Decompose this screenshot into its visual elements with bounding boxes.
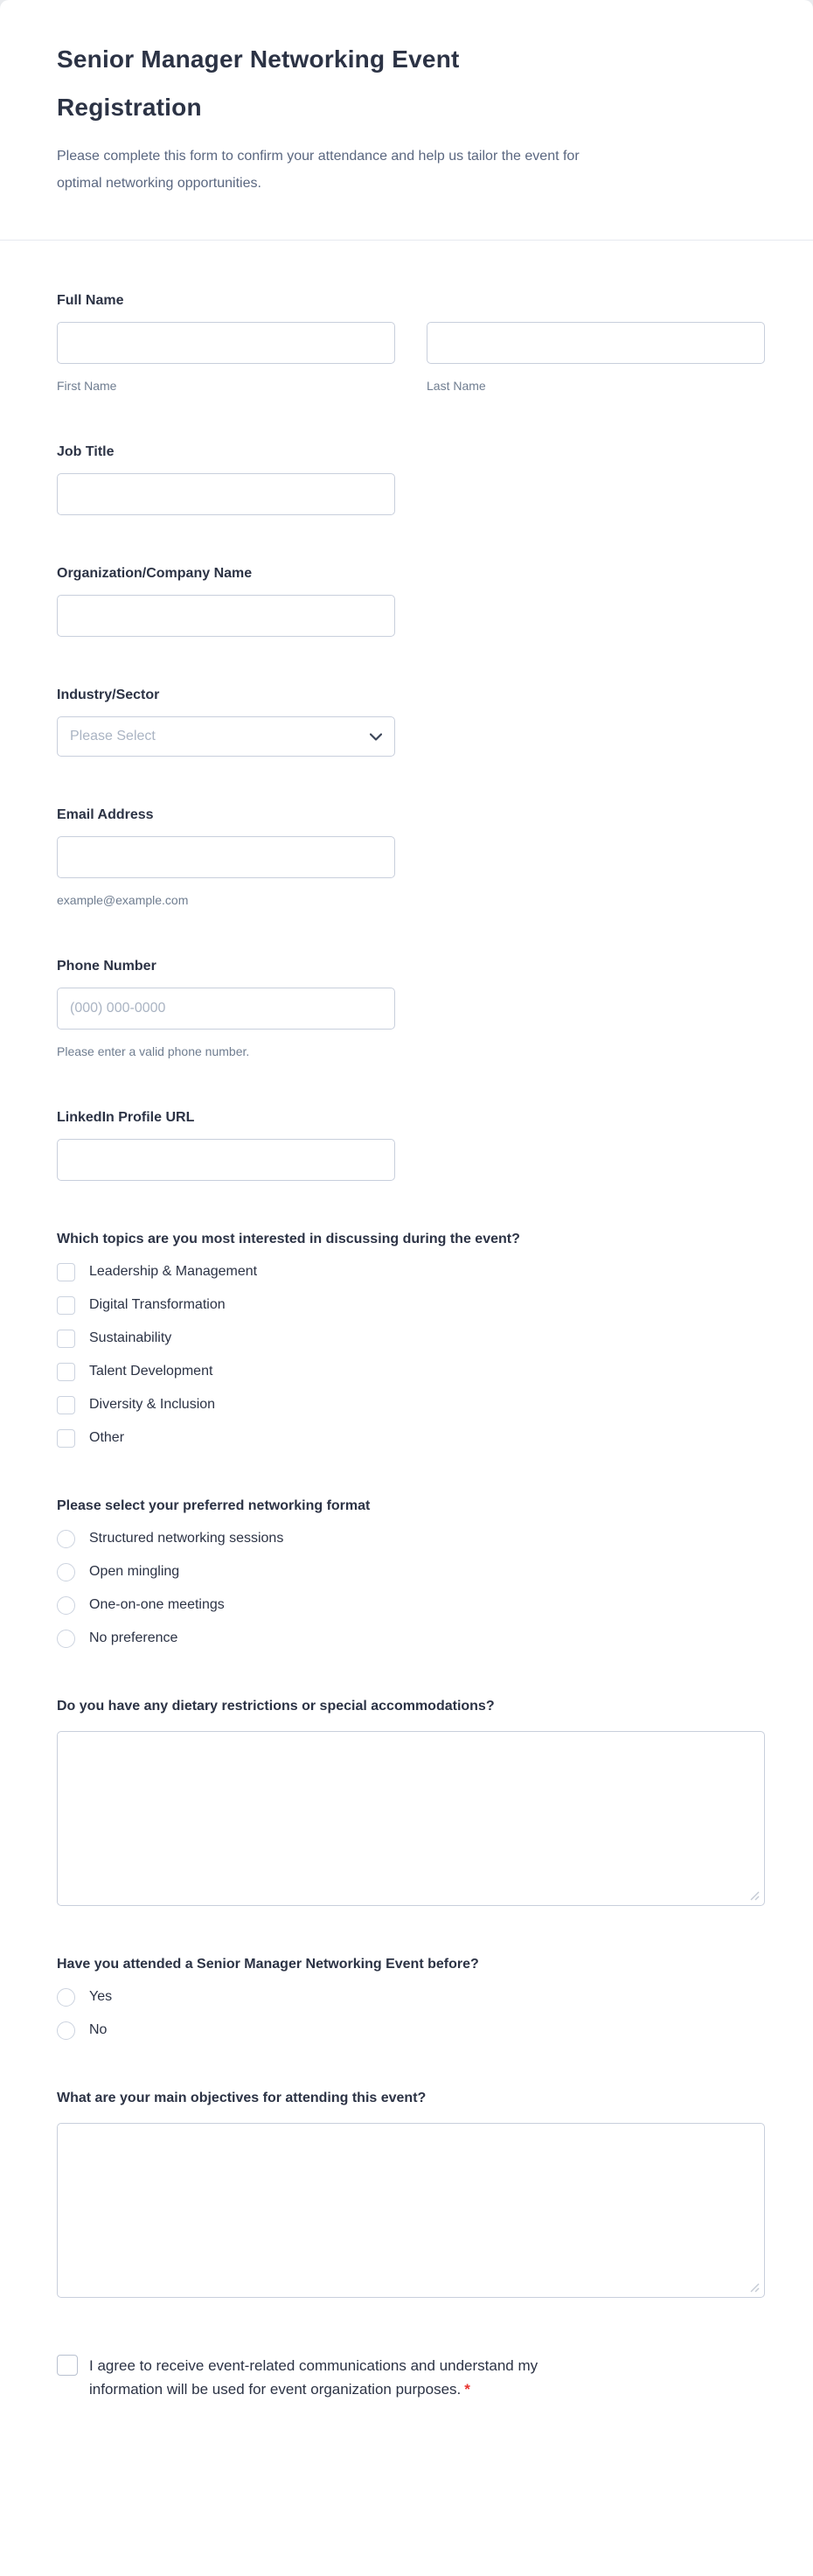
email-hint: example@example.com xyxy=(57,893,189,907)
topics-label: Which topics are you most interested in discussing during the event? xyxy=(57,1232,520,1246)
option-structured-sessions xyxy=(57,1529,765,1548)
required-star: * xyxy=(464,2381,470,2398)
linkedin-label: LinkedIn Profile URL xyxy=(57,1110,195,1125)
page-subtitle-line2: optimal networking opportunities. xyxy=(57,176,261,191)
option-label: Other xyxy=(89,1430,125,1445)
terms-line2-text: information will be used for event organization purposes. xyxy=(89,2381,462,2398)
question-linkedin xyxy=(57,1106,765,1181)
email-label: Email Address xyxy=(57,807,154,822)
terms-line2 xyxy=(89,2377,538,2401)
radio-structured-sessions[interactable] xyxy=(57,1530,75,1548)
checkbox-digital-transformation[interactable] xyxy=(57,1296,75,1315)
email-input[interactable] xyxy=(57,836,395,878)
industry-select[interactable] xyxy=(57,716,395,757)
terms-line1: I agree to receive event-related communications and understand my xyxy=(89,2357,539,2374)
job-title-label: Job Title xyxy=(57,444,115,459)
linkedin-input[interactable] xyxy=(57,1139,395,1181)
full-name-row xyxy=(57,322,765,394)
option-label: Leadership & Management xyxy=(89,1264,258,1279)
networking-format-label: Please select your preferred networking format xyxy=(57,1498,371,1513)
option-label: No xyxy=(89,2022,108,2037)
question-networking-format xyxy=(57,1495,765,1648)
option-open-mingling xyxy=(57,1562,765,1581)
option-no-preference xyxy=(57,1629,765,1648)
radio-no[interactable] xyxy=(57,2021,75,2040)
bottom-whitespace xyxy=(57,2401,765,2576)
radio-yes[interactable] xyxy=(57,1988,75,2007)
option-no xyxy=(57,2021,765,2040)
objectives-textarea-wrap xyxy=(57,2123,765,2298)
first-name-sublabel: First Name xyxy=(57,379,117,393)
last-name-col xyxy=(427,322,765,394)
phone-hint: Please enter a valid phone number. xyxy=(57,1044,250,1058)
resize-handle-icon[interactable] xyxy=(750,2283,760,2293)
attended-before-options xyxy=(57,1987,765,2040)
option-label: Diversity & Inclusion xyxy=(89,1397,216,1412)
option-label: Digital Transformation xyxy=(89,1297,226,1312)
last-name-sublabel: Last Name xyxy=(427,379,486,393)
topics-options xyxy=(57,1262,765,1448)
option-label: No preference xyxy=(89,1630,178,1645)
checkbox-talent-development[interactable] xyxy=(57,1363,75,1381)
first-name-col xyxy=(57,322,395,394)
option-digital-transformation xyxy=(57,1295,765,1315)
job-title-input[interactable] xyxy=(57,473,395,515)
question-dietary xyxy=(57,1695,765,1906)
page-subtitle-line1: Please complete this form to confirm your attendance and help us tailor the event for xyxy=(57,149,580,164)
question-attended-before xyxy=(57,1953,765,2040)
question-industry xyxy=(57,684,765,757)
checkbox-diversity-inclusion[interactable] xyxy=(57,1396,75,1414)
question-email xyxy=(57,804,765,908)
organization-input[interactable] xyxy=(57,595,395,637)
question-organization xyxy=(57,562,765,637)
question-terms xyxy=(57,2354,765,2401)
radio-no-preference[interactable] xyxy=(57,1630,75,1648)
option-label: Talent Development xyxy=(89,1364,213,1379)
option-one-on-one xyxy=(57,1595,765,1615)
resize-handle-icon[interactable] xyxy=(750,1891,760,1901)
form-body xyxy=(0,290,813,2576)
page-title-line1: Senior Manager Networking Event xyxy=(57,45,460,73)
dietary-textarea-wrap xyxy=(57,1731,765,1906)
industry-label: Industry/Sector xyxy=(57,688,160,702)
checkbox-sustainability[interactable] xyxy=(57,1330,75,1348)
terms-text xyxy=(89,2354,538,2401)
objectives-label: What are your main objectives for attending this event? xyxy=(57,2091,427,2105)
page-title xyxy=(57,35,756,131)
form-header xyxy=(0,0,813,241)
option-label: Structured networking sessions xyxy=(89,1531,284,1546)
checkbox-leadership-management[interactable] xyxy=(57,1263,75,1281)
organization-label: Organization/Company Name xyxy=(57,566,253,581)
page-title-line2: Registration xyxy=(57,94,202,121)
option-label: Sustainability xyxy=(89,1330,172,1345)
question-objectives xyxy=(57,2087,765,2298)
objectives-textarea[interactable] xyxy=(57,2123,765,2298)
first-name-input[interactable] xyxy=(57,322,395,364)
option-leadership-management xyxy=(57,1262,765,1281)
option-label: Open mingling xyxy=(89,1564,180,1579)
option-other xyxy=(57,1428,765,1448)
phone-label: Phone Number xyxy=(57,959,156,974)
checkbox-other[interactable] xyxy=(57,1429,75,1448)
attended-before-label: Have you attended a Senior Manager Networking Event before? xyxy=(57,1957,479,1972)
option-diversity-inclusion xyxy=(57,1395,765,1414)
radio-open-mingling[interactable] xyxy=(57,1563,75,1581)
industry-select-placeholder: Please Select xyxy=(70,729,156,743)
networking-format-options xyxy=(57,1529,765,1648)
question-full-name xyxy=(57,290,765,394)
option-label: One-on-one meetings xyxy=(89,1597,225,1612)
dietary-textarea[interactable] xyxy=(57,1731,765,1906)
question-topics xyxy=(57,1228,765,1448)
dietary-label: Do you have any dietary restrictions or special accommodations? xyxy=(57,1699,495,1714)
option-talent-development xyxy=(57,1362,765,1381)
page-subtitle xyxy=(57,143,756,197)
chevron-down-icon xyxy=(370,733,382,741)
option-yes xyxy=(57,1987,765,2007)
terms-checkbox[interactable] xyxy=(57,2355,78,2376)
option-sustainability xyxy=(57,1329,765,1348)
phone-input[interactable] xyxy=(57,988,395,1030)
last-name-input[interactable] xyxy=(427,322,765,364)
full-name-label: Full Name xyxy=(57,293,124,308)
radio-one-on-one[interactable] xyxy=(57,1596,75,1615)
question-phone xyxy=(57,955,765,1059)
option-label: Yes xyxy=(89,1989,113,2004)
question-job-title xyxy=(57,441,765,515)
